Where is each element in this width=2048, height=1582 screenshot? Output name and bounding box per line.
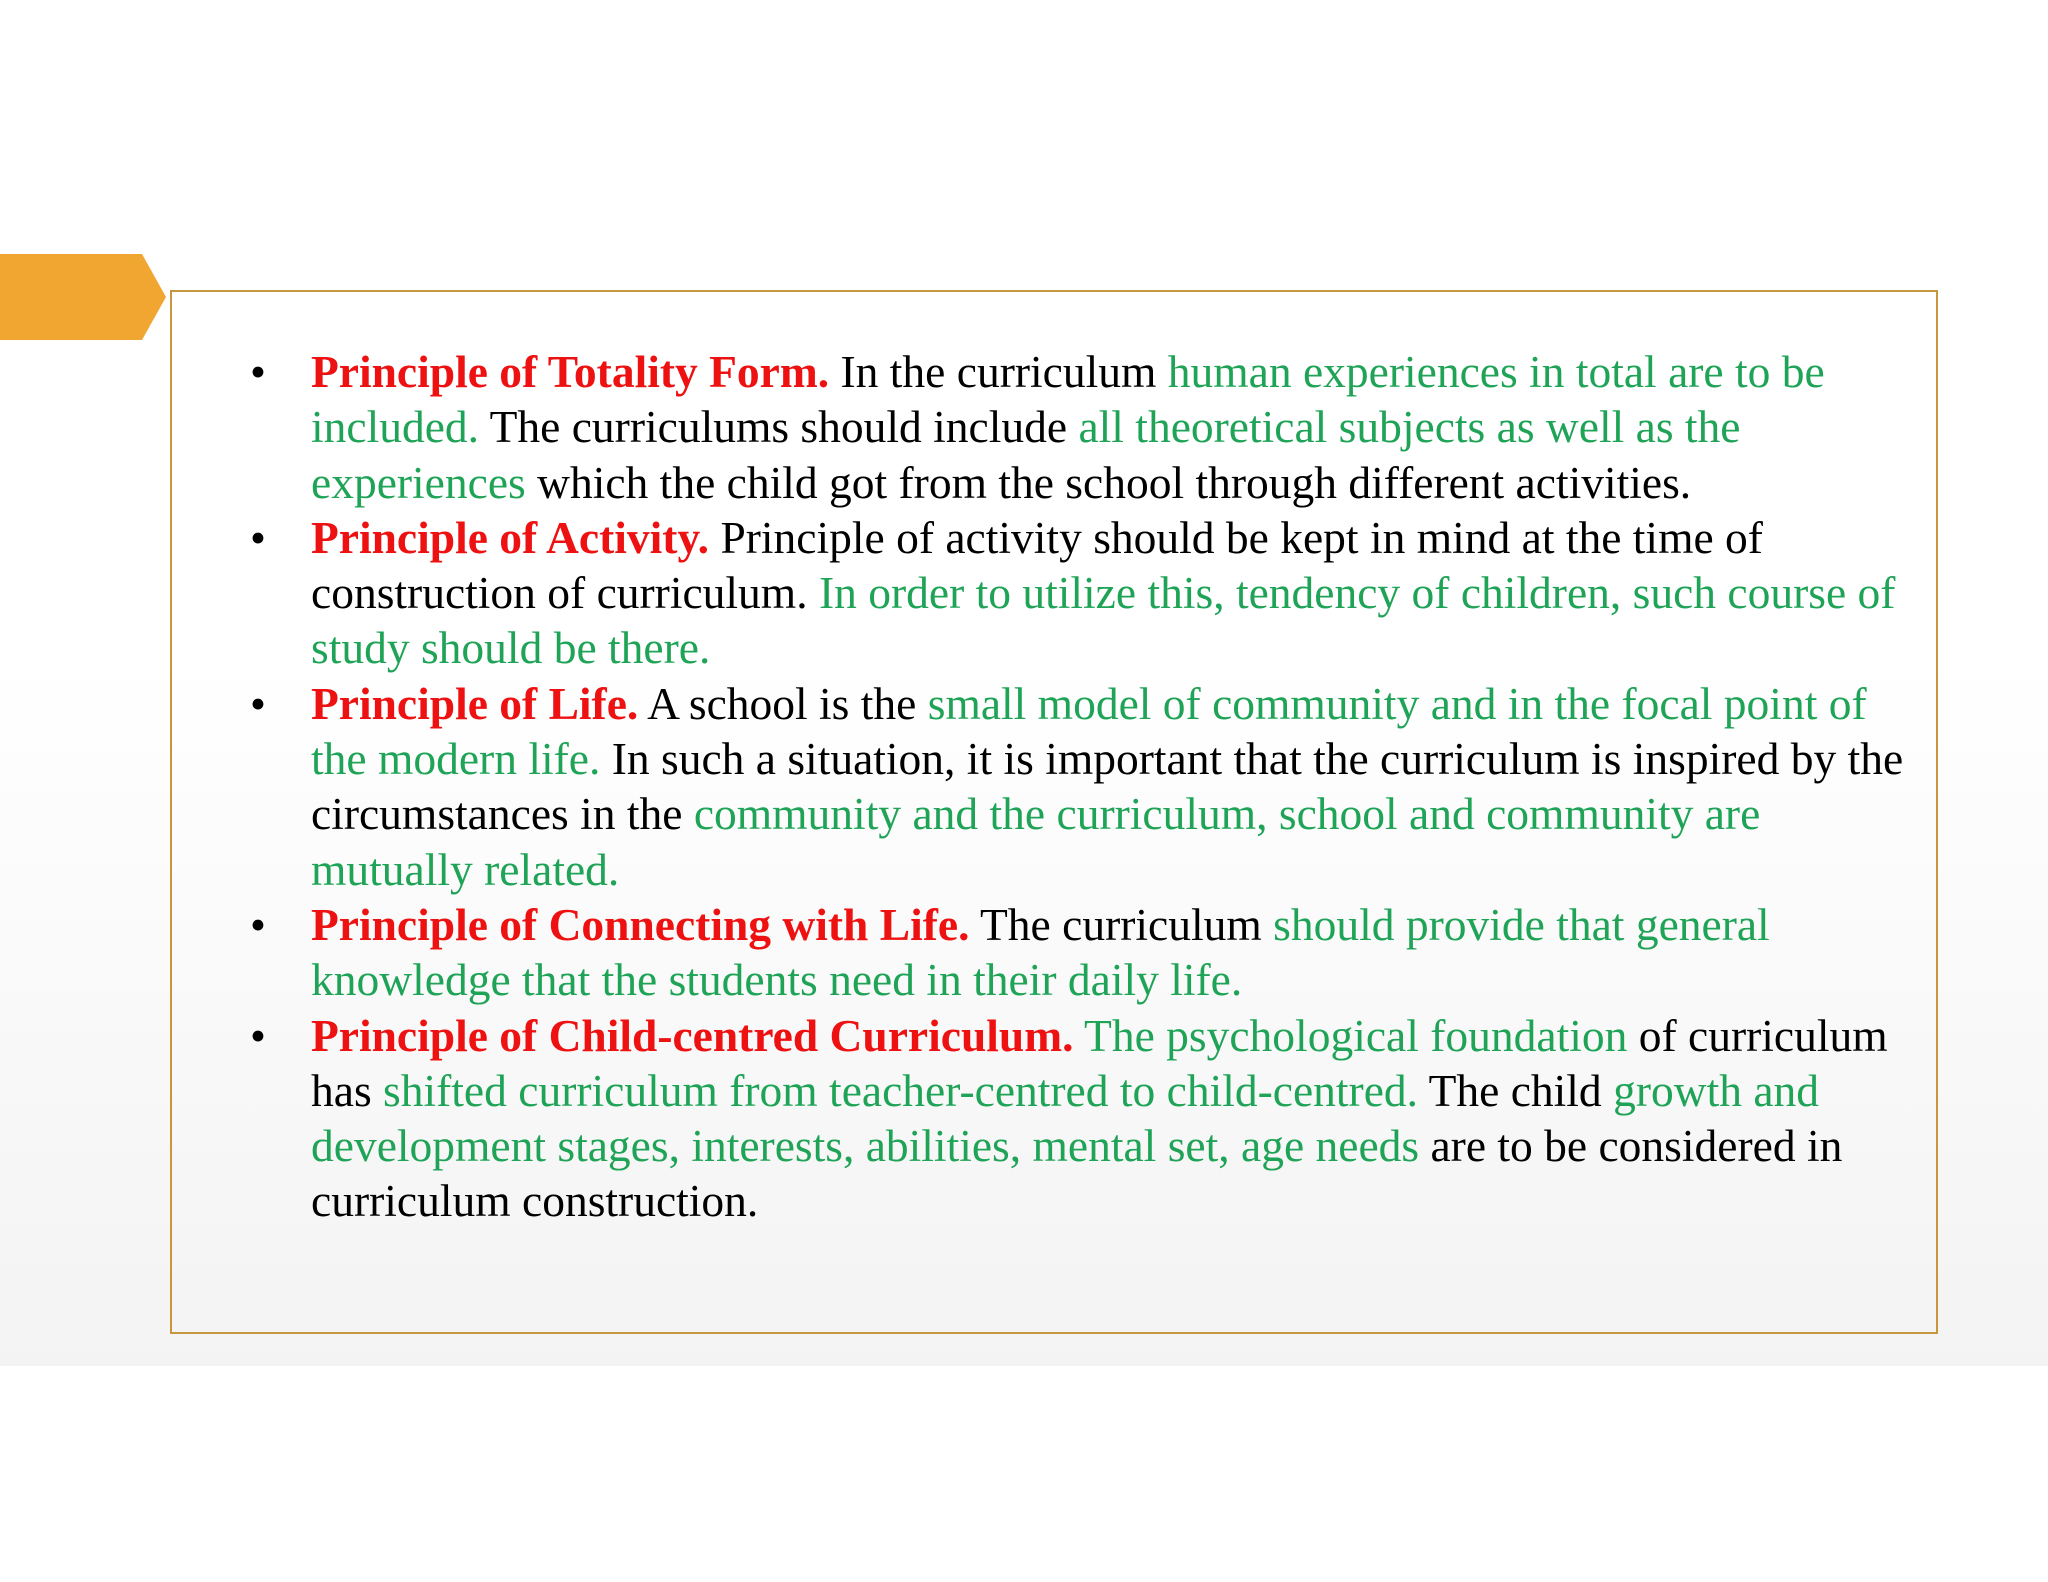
bullet-highlight: small model of community and in the focal point of the modern life. — [311, 677, 1867, 785]
bullet-title: Principle of Child-centred Curriculum. — [311, 1009, 1074, 1061]
bullet-item-totality — [250, 344, 1930, 510]
bullet-text: In the curriculum — [829, 346, 1168, 397]
bullet-title: Principle of Connecting with Life. — [311, 898, 970, 950]
bullet-item-activity — [250, 510, 1930, 676]
bullet-highlight: In order to utilize this, tendency of children, such course of study should be there. — [311, 567, 1896, 674]
bullet-text: which the child got from the school through different activities. — [525, 456, 1692, 508]
bullet-highlight: should provide that general knowledge that the students need in their daily life. — [311, 898, 1770, 1006]
bullet-highlight: community and the curriculum, school and community are mutually related. — [311, 788, 1761, 895]
bullet-title: Principle of Activity. — [311, 511, 710, 563]
bullet-text: A school is the — [638, 677, 928, 729]
bullet-icon: • — [250, 677, 266, 729]
bullet-icon: • — [250, 346, 266, 397]
bullet-highlight: shifted curriculum from teacher-centred to child-centred. — [383, 1064, 1419, 1116]
bullet-icon: • — [250, 898, 266, 950]
bullet-highlight: growth and development stages, interests, abilities, mental set, age needs — [311, 1064, 1820, 1172]
bullet-item-connecting-with-life — [250, 897, 1930, 1008]
bullet-item-child-centred — [250, 1008, 1930, 1229]
bullet-item-life — [250, 676, 1930, 897]
bullet-text: The child — [1418, 1064, 1614, 1116]
bullet-text — [1073, 1010, 1084, 1061]
bullet-text: In such a situation, it is important that the curriculum is inspired by the circumstances in the — [311, 733, 1904, 840]
accent-tab-shape — [0, 254, 166, 340]
bullet-title: Principle of Totality Form. — [311, 346, 830, 397]
bullet-text: Principle of activity should be kept in mind at the time of construction of curriculum. — [311, 511, 1763, 619]
bullet-icon: • — [250, 511, 266, 563]
bullet-text: of curriculum has — [311, 1009, 1888, 1116]
bullet-highlight: The psychological foundation — [1084, 1009, 1628, 1061]
principles-bullet-list — [250, 344, 1930, 1229]
bullet-text: The curriculums should include — [479, 401, 1079, 453]
bullet-text: are to be considered in curriculum construction. — [311, 1120, 1843, 1227]
bullet-text: The curriculum — [969, 898, 1274, 950]
bullet-highlight: all theoretical subjects as well as the experiences — [311, 401, 1741, 508]
bullet-highlight: human experiences in total are to be included. — [311, 346, 1825, 453]
bullet-title: Principle of Life. — [311, 677, 639, 729]
bullet-icon: • — [250, 1009, 266, 1061]
